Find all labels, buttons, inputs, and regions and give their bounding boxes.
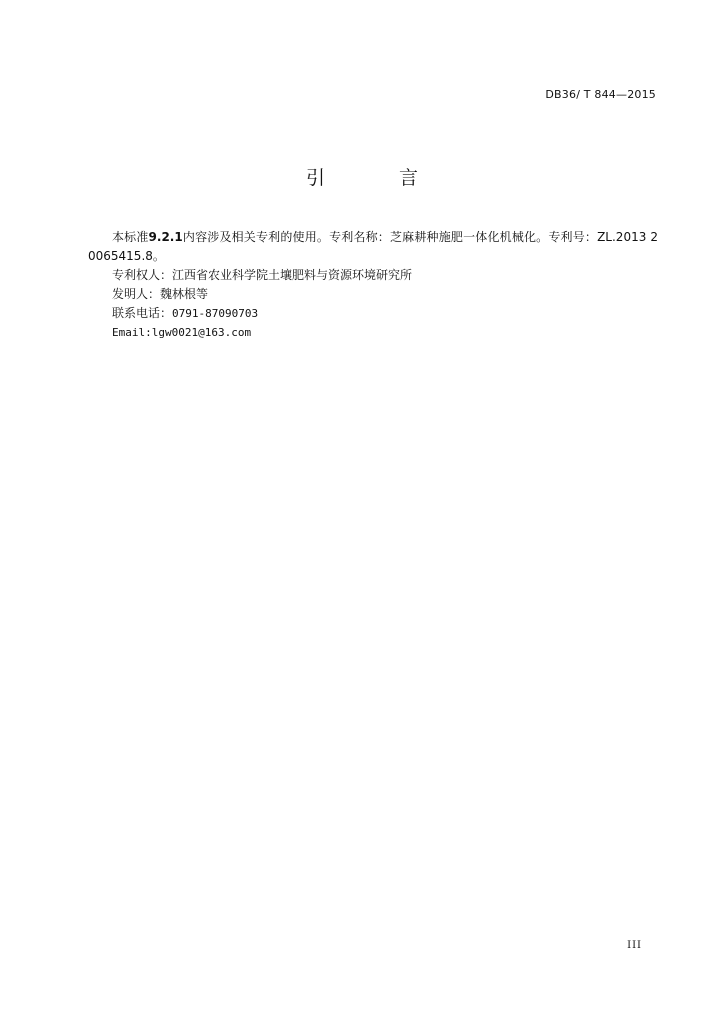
- statement-text: 内容涉及相关专利的使用。专利名称：芝麻耕种施肥一体化机械化。专利号：ZL.2013 2 0065415.8。: [88, 230, 658, 263]
- section-title: 引 言: [305, 167, 453, 189]
- statement-prefix: 本标准: [112, 230, 149, 244]
- patent-statement-paragraph: [88, 228, 658, 266]
- document-code: DB36/ T 844—2015: [545, 88, 656, 101]
- phone-line: [88, 304, 658, 323]
- page-number: III: [627, 940, 642, 951]
- clause-reference: 9.2.1: [148, 230, 183, 244]
- phone-label: 联系电话：: [112, 306, 173, 320]
- inventor-line: 发明人：魏林根等: [112, 287, 209, 301]
- foreword-body: [88, 228, 658, 342]
- patentee-line: 专利权人：江西省农业科学院土壤肥料与资源环境研究所: [112, 268, 413, 282]
- email-line: Email:lgw0021@163.com: [112, 326, 252, 339]
- phone-number: 0791-87090703: [172, 307, 259, 320]
